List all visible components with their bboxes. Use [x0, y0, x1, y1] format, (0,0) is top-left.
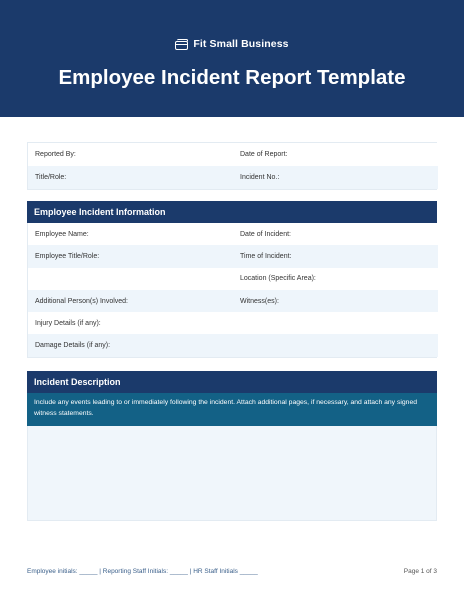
employee-name-field[interactable]: Employee Name: — [35, 230, 89, 238]
page-footer — [27, 568, 437, 575]
date-of-report-field[interactable]: Date of Report: — [240, 151, 288, 158]
initials-line: Employee initials: _____ | Reporting Staff Initials: _____ | HR Staff Initials _____ — [27, 568, 258, 575]
section-heading: Incident Description — [27, 371, 437, 393]
table-row — [28, 312, 438, 334]
damage-details-field[interactable]: Damage Details (if any): — [35, 342, 111, 350]
brand — [0, 38, 464, 50]
time-of-incident-field[interactable]: Time of Incident: — [240, 252, 292, 260]
table-row — [28, 223, 438, 245]
table-row — [28, 334, 438, 356]
title-role-field[interactable]: Title/Role: — [35, 174, 67, 181]
location-field[interactable]: Location (Specific Area): — [240, 275, 316, 283]
reported-by-field[interactable]: Reported By: — [35, 151, 76, 158]
report-meta-table — [27, 142, 437, 190]
section-heading: Employee Incident Information — [27, 201, 437, 223]
brand-name: Fit Small Business — [193, 38, 289, 50]
table-row — [28, 245, 438, 267]
incident-description-section — [27, 371, 437, 521]
table-row — [28, 290, 438, 312]
empty-cell — [28, 268, 233, 290]
description-input-area[interactable] — [27, 426, 437, 521]
page-header — [0, 0, 464, 117]
additional-persons-field[interactable]: Additional Person(s) Involved: — [35, 297, 128, 305]
incident-no-field[interactable]: Incident No.: — [240, 174, 280, 181]
table-row — [28, 268, 438, 290]
table-row — [28, 143, 438, 166]
incident-info-section — [27, 201, 437, 358]
page-number: Page 1 of 3 — [403, 568, 437, 575]
table-row — [28, 166, 438, 189]
wallet-card-icon — [175, 39, 188, 50]
description-instructions: Include any events leading to or immediately following the incident. Attach additional pages, if necessary, and attach any signed witness statements. — [27, 393, 437, 426]
page-title: Employee Incident Report Template — [58, 66, 406, 89]
employee-title-role-field[interactable]: Employee Title/Role: — [35, 252, 100, 260]
date-of-incident-field[interactable]: Date of Incident: — [240, 230, 291, 238]
witnesses-field[interactable]: Witness(es): — [240, 297, 279, 305]
injury-details-field[interactable]: Injury Details (if any): — [35, 319, 101, 327]
